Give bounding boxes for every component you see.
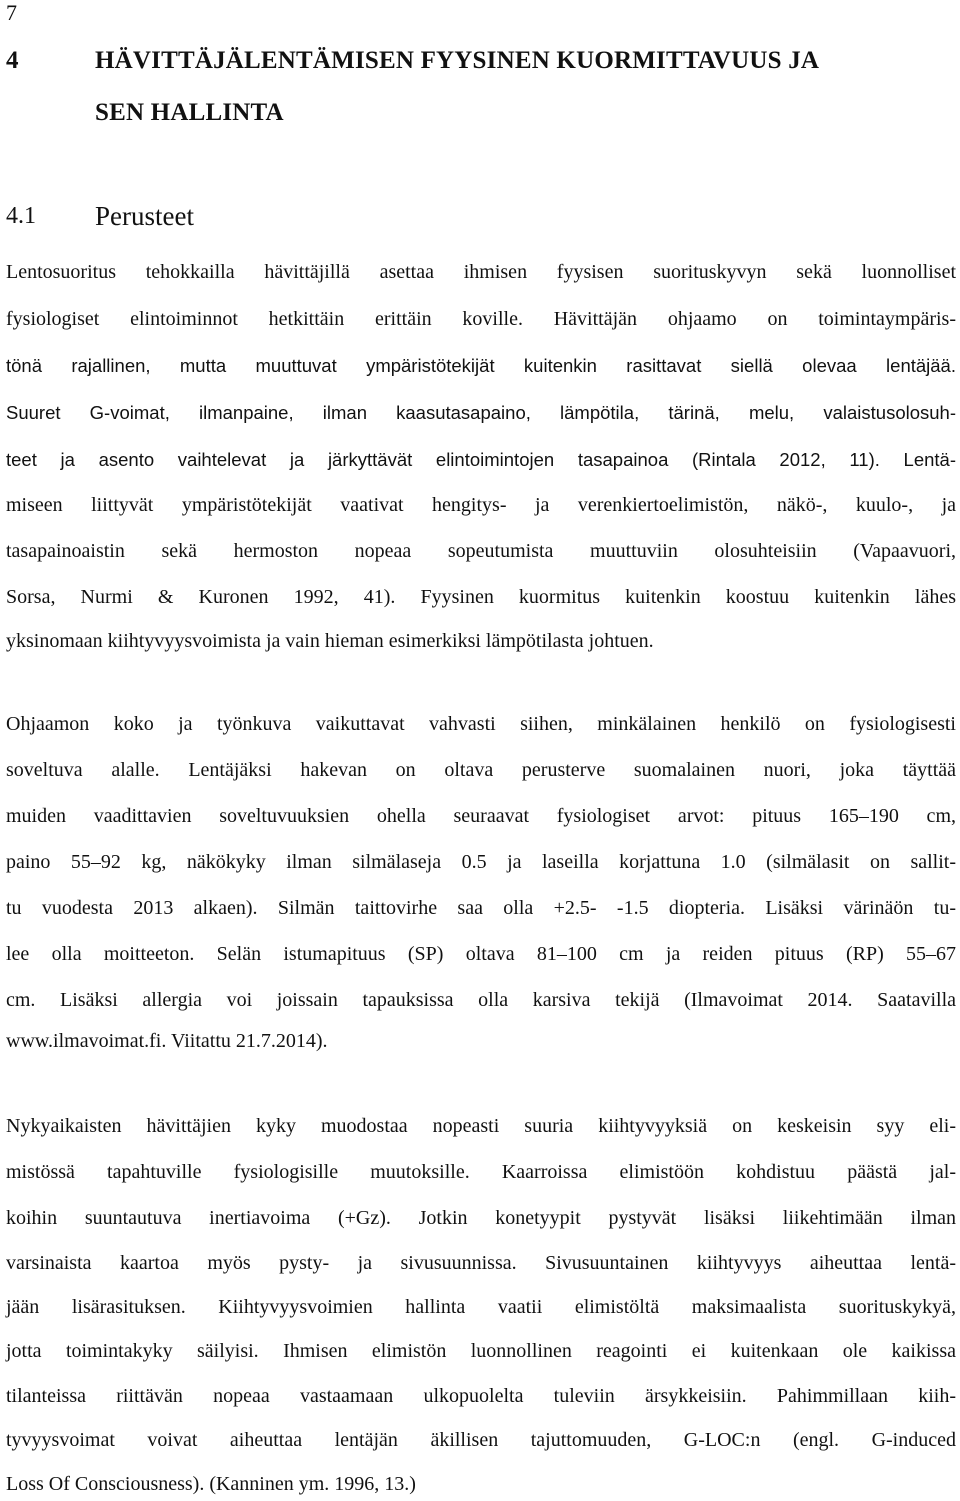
paragraph-line: yksinomaan kiihtyvyysvoimista ja vain hieman esimerkiksi lämpötilasta johtuen. xyxy=(6,630,654,652)
paragraph-line: lee olla moitteeton. Selän istumapituus (SP) oltava 81–100 cm ja reiden pituus (RP) 55–67 xyxy=(6,943,956,965)
paragraph-line: koihin suuntautuva inertiavoima (+Gz). Jotkin konetyypit pystyvät lisäksi liikehtimään ilman xyxy=(6,1207,956,1229)
paragraph-line: varsinaista kaartoa myös pysty- ja sivusuunnissa. Sivusuuntainen kiihtyvyys aiheuttaa lentä- xyxy=(6,1252,956,1274)
paragraph-line: Ohjaamon koko ja työnkuva vaikuttavat vahvasti siihen, minkälainen henkilö on fysiologisesti xyxy=(6,713,956,735)
paragraph-line: tönä rajallinen, mutta muuttuvat ympäristötekijät kuitenkin rasittavat siellä olevaa lentäjää. xyxy=(6,355,956,376)
paragraph-line: miseen liittyvät ympäristötekijät vaativat hengitys- ja verenkiertoelimistön, näkö-, kuulo-, ja xyxy=(6,494,956,516)
paragraph-line: Sorsa, Nurmi & Kuronen 1992, 41). Fyysinen kuormitus kuitenkin koostuu kuitenkin lähes xyxy=(6,586,956,608)
paragraph-line: jotta toimintakyky säilyisi. Ihmisen elimistön luonnollinen reagointi ei kuitenkaan ole kaikissa xyxy=(6,1340,956,1362)
paragraph-line: Lentosuoritus tehokkailla hävittäjillä asettaa ihmisen fyysisen suorituskyvyn sekä luonnolliset xyxy=(6,261,956,283)
paragraph-line: Loss Of Consciousness). (Kanninen ym. 1996, 13.) xyxy=(6,1473,416,1495)
chapter-number: 4 xyxy=(6,47,19,74)
paragraph-line: fysiologiset elintoiminnot hetkittäin erittäin koville. Hävittäjän ohjaamo on toimintaympäris- xyxy=(6,308,956,330)
paragraph-line: cm. Lisäksi allergia voi joissain tapauksissa olla karsiva tekijä (Ilmavoimat 2014. Saatavilla xyxy=(6,989,956,1011)
chapter-title-line-2: SEN HALLINTA xyxy=(95,99,284,126)
paragraph-line: paino 55–92 kg, näkökyky ilman silmälaseja 0.5 ja laseilla korjattuna 1.0 (silmälasit on sallit- xyxy=(6,851,956,873)
chapter-title-line-1: HÄVITTÄJÄLENTÄMISEN FYYSINEN KUORMITTAVUUS JA xyxy=(95,47,820,74)
section-number: 4.1 xyxy=(6,203,36,229)
paragraph-line: teet ja asento vaihtelevat ja järkyttävät elintoimintojen tasapainoa (Rintala 2012, 11). Lentä- xyxy=(6,449,956,470)
paragraph-line: Nykyaikaisten hävittäjien kyky muodostaa nopeasti suuria kiihtyvyyksiä on keskeisin syy eli- xyxy=(6,1115,956,1137)
paragraph-line: mistössä tapahtuville fysiologisille muutoksille. Kaarroissa elimistöön kohdistuu päästä jal- xyxy=(6,1161,956,1183)
paragraph-line: jään lisärasituksen. Kiihtyvyysvoimien hallinta vaatii elimistöltä maksimaalista suorituskykyä, xyxy=(6,1296,956,1318)
paragraph-line: muiden vaadittavien soveltuvuuksien ohella seuraavat fysiologiset arvot: pituus 165–190 cm, xyxy=(6,805,956,827)
section-title: Perusteet xyxy=(95,201,194,231)
paragraph-line: tasapainoaistin sekä hermoston nopeaa sopeutumista muuttuviin olosuhteisiin (Vapaavuori, xyxy=(6,540,956,562)
paragraph-line: tilanteissa riittävän nopeaa vastaamaan ulkopuolelta tuleviin ärsykkeisiin. Pahimmillaan kiih- xyxy=(6,1385,956,1407)
paragraph-line: www.ilmavoimat.fi. Viitattu 21.7.2014). xyxy=(6,1030,328,1052)
paragraph-line: tu vuodesta 2013 alkaen). Silmän taittovirhe saa olla +2.5- -1.5 diopteria. Lisäksi värinäön tu- xyxy=(6,897,956,919)
paragraph-line: tyvyysvoimat voivat aiheuttaa lentäjän äkillisen tajuttomuuden, G-LOC:n (engl. G-induced xyxy=(6,1429,956,1451)
page-number: 7 xyxy=(6,0,17,25)
paragraph-line: Suuret G-voimat, ilmanpaine, ilman kaasutasapaino, lämpötila, tärinä, melu, valaistusolosuh- xyxy=(6,402,956,423)
paragraph-line: soveltuva alalle. Lentäjäksi hakevan on oltava perusterve suomalainen nuori, joka täyttää xyxy=(6,759,956,781)
